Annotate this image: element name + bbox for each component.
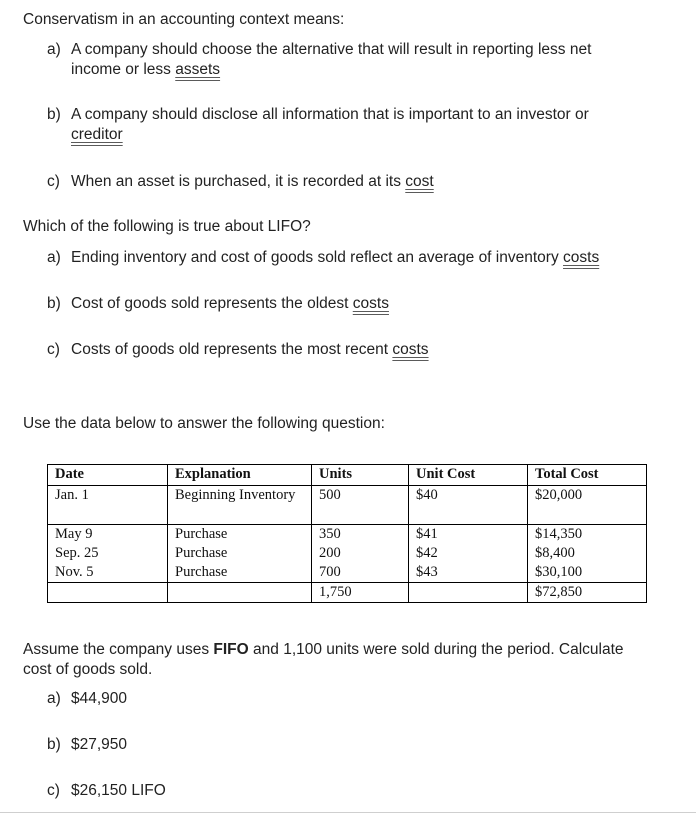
option-text: $44,900: [71, 690, 128, 707]
table-row: [48, 486, 647, 525]
cell-explanation: Purchase: [175, 564, 228, 580]
option-label: a): [47, 249, 61, 266]
inventory-table: [47, 464, 647, 603]
header-unit-cost: Unit Cost: [409, 465, 528, 486]
cell-units: 700: [319, 564, 341, 580]
cell-totals: [528, 525, 647, 583]
cell-explanations: [168, 525, 312, 583]
cell-units-group: [312, 525, 409, 583]
spellcheck-word: costs: [352, 295, 389, 312]
option-label: c): [47, 173, 60, 190]
data-intro: Use the data below to answer the following question:: [23, 415, 385, 432]
spellcheck-word: costs: [563, 249, 600, 266]
option-label: c): [47, 341, 60, 358]
cell-date: Nov. 5: [55, 564, 94, 580]
option-label: c): [47, 782, 60, 799]
option-label: a): [47, 690, 61, 707]
option-text: A company should choose the alternative that will result in reporting less net income or less assets: [71, 41, 592, 78]
cell-unit-cost: $43: [416, 564, 438, 580]
option-text: Cost of goods sold represents the oldest costs: [71, 295, 389, 312]
cell-date: May 9: [55, 526, 93, 542]
cell-unit-cost: $40: [409, 486, 528, 525]
table-row: [48, 525, 647, 583]
cell-date: Sep. 25: [55, 545, 99, 561]
option-text: Ending inventory and cost of goods sold reflect an average of inventory costs: [71, 249, 600, 266]
cell-date: Jan. 1: [48, 486, 168, 525]
cell-units: 350: [319, 526, 341, 542]
fifo-keyword: FIFO: [213, 641, 249, 658]
option-label: a): [47, 41, 61, 58]
header-explanation: Explanation: [168, 465, 312, 486]
question-3: Assume the company uses FIFO and 1,100 units were sold during the period. Calculate cost of goods sold.: [23, 641, 624, 678]
spellcheck-word: creditor: [71, 126, 123, 143]
spellcheck-word: cost: [405, 173, 434, 190]
cell-explanation: Purchase: [175, 545, 228, 561]
cell-unit-costs: [409, 525, 528, 583]
header-units: Units: [312, 465, 409, 486]
cell-unit-cost: $41: [416, 526, 438, 542]
cell-empty: [48, 583, 168, 603]
cell-total-cost: $30,100: [535, 564, 583, 580]
header-date: Date: [48, 465, 168, 486]
header-total-cost: Total Cost: [528, 465, 647, 486]
cell-empty: [168, 583, 312, 603]
cell-total-units: 1,750: [312, 583, 409, 603]
cell-dates: [48, 525, 168, 583]
cell-explanation: Beginning Inventory: [168, 486, 312, 525]
spellcheck-word: costs: [392, 341, 429, 358]
option-text: $27,950: [71, 736, 128, 753]
cell-units: 200: [319, 545, 341, 561]
option-text: $26,150 LIFO: [71, 782, 166, 799]
cell-units: 500: [312, 486, 409, 525]
cell-total-cost: $8,400: [535, 545, 575, 561]
option-text: Costs of goods old represents the most recent costs: [71, 341, 429, 358]
spellcheck-word: assets: [175, 61, 221, 78]
cell-grand-total: $72,850: [528, 583, 647, 603]
bottom-divider: [0, 812, 696, 813]
option-label: b): [47, 295, 61, 312]
table-header-row: [48, 465, 647, 486]
cell-total-cost: $20,000: [528, 486, 647, 525]
cell-empty: [409, 583, 528, 603]
table-totals-row: [48, 583, 647, 603]
option-text: A company should disclose all information that is important to an investor or creditor: [71, 106, 589, 143]
option-text: When an asset is purchased, it is recorded at its cost: [71, 173, 434, 190]
question-1: Conservatism in an accounting context means:: [23, 11, 345, 28]
option-label: b): [47, 736, 61, 753]
cell-unit-cost: $42: [416, 545, 438, 561]
option-label: b): [47, 106, 61, 123]
cell-explanation: Purchase: [175, 526, 228, 542]
question-2: Which of the following is true about LIFO?: [23, 218, 311, 235]
cell-total-cost: $14,350: [535, 526, 583, 542]
